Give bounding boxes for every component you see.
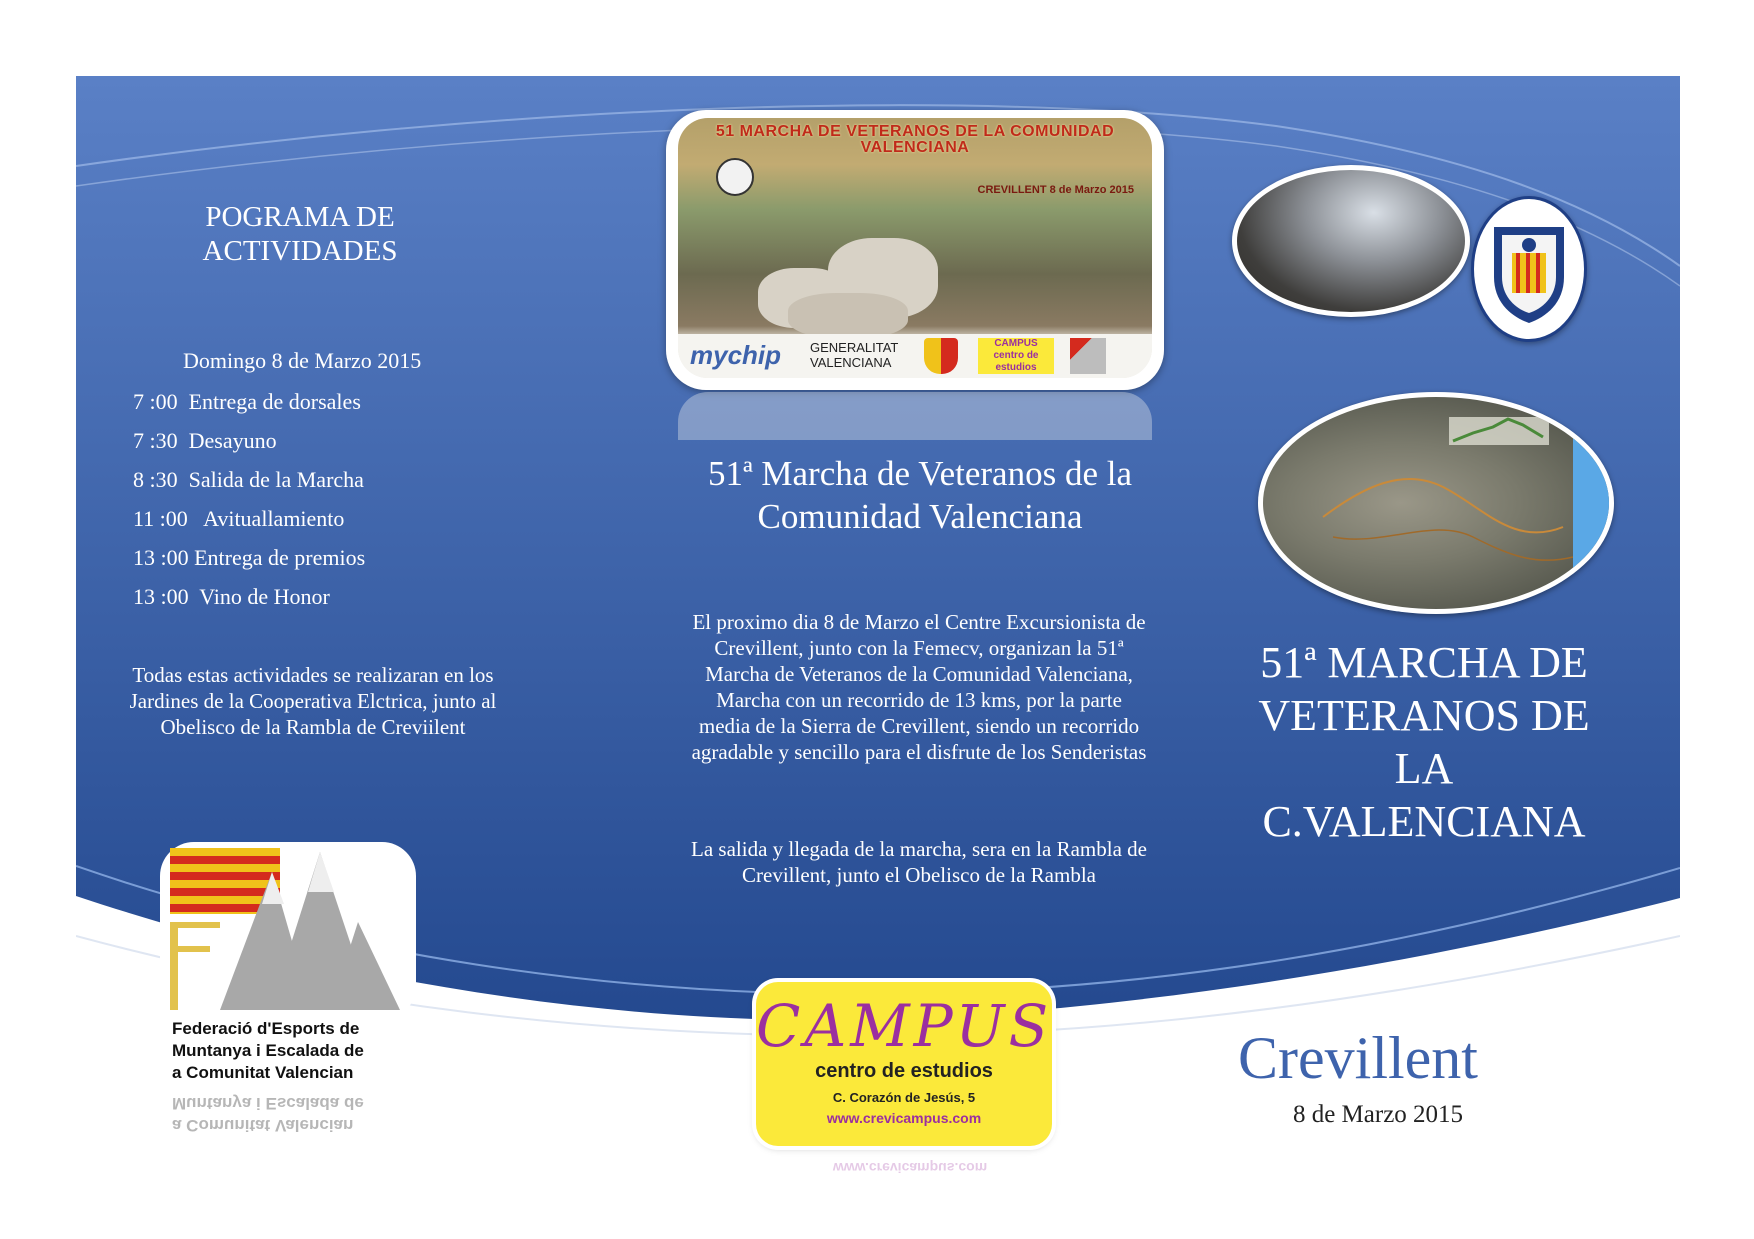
schedule-item: 8 :30 Salida de la Marcha xyxy=(133,467,364,492)
campus-address: C. Corazón de Jesús, 5 xyxy=(832,1090,976,1105)
generalitat-logo: GENERALITAT VALENCIANA xyxy=(810,340,899,370)
cover-title-line: 51ª MARCHA DE xyxy=(1260,638,1588,687)
sponsor-strip xyxy=(678,334,1152,378)
crevillent-crest-icon xyxy=(924,338,958,374)
poster-photo xyxy=(678,118,1152,378)
start-finish-paragraph: La salida y llegada de la marcha, sera en la Rambla de Crevillent, junto el Obelisco de la Rambla xyxy=(691,837,1147,887)
route-map-image xyxy=(1258,392,1614,614)
campus-reflection: www.crevicampus.com xyxy=(832,1160,988,1176)
poster-reflection xyxy=(666,392,1164,440)
cover-title xyxy=(1222,636,1626,848)
cover-title-line: C.VALENCIANA xyxy=(1262,797,1586,846)
program-date: Domingo 8 de Marzo 2015 xyxy=(183,348,422,373)
description-paragraph: El proximo dia 8 de Marzo el Centre Excursionista de Crevillent, junto con la Femecv, organizan la 51ª Marcha de Veteranos de la Comunidad Valenciana, Marcha con un recorrido de 13 kms, por la parte media de la Sierra de Crevillent, siendo un recorrido agradable y sencillo para el disfrute de los Senderistas xyxy=(691,610,1147,764)
event-poster xyxy=(666,110,1164,390)
campus-name: CAMPUS xyxy=(756,992,1053,1060)
femecv-line: Federació d'Esports de xyxy=(172,1019,360,1038)
schedule-item: 11 :00 Avituallamiento xyxy=(133,506,345,531)
schedule-item: 7 :00 Entrega de dorsales xyxy=(133,389,361,414)
club-crest-icon xyxy=(1471,196,1587,342)
poster-subtitle: CREVILLENT 8 de Marzo 2015 xyxy=(977,184,1134,196)
femecv-line: Muntanya i Escalada de xyxy=(172,1041,364,1060)
schedule-item: 13 :00 Entrega de premios xyxy=(133,545,366,570)
mychip-logo: mychip xyxy=(690,340,782,370)
middle-title: 51ª Marcha de Veteranos de la Comunidad Valenciana xyxy=(708,454,1132,536)
activities-location-note: Todas estas actividades se realizaran en los Jardines de la Cooperativa Elctrica, junto al Obelisco de la Rambla de Creviilent xyxy=(129,663,497,739)
femecv-reflection: a Comunitat Valencian Muntanya i Escalada de xyxy=(172,1094,364,1135)
femecv-line: a Comunitat Valencian xyxy=(172,1063,354,1082)
cover-title-line: VETERANOS DE xyxy=(1258,691,1590,740)
cover-title-line: LA xyxy=(1394,744,1454,793)
schedule-item: 13 :00 Vino de Honor xyxy=(133,584,330,609)
campus-subtitle: centro de estudios xyxy=(815,1060,993,1082)
campus-website: www.crevicampus.com xyxy=(826,1110,982,1126)
femecv-text xyxy=(172,1018,432,1084)
femecv-mini-logo xyxy=(1070,338,1106,374)
rock-cairn xyxy=(788,293,908,338)
city-name: Crevillent xyxy=(1238,1025,1478,1091)
club-crest-icon xyxy=(716,158,754,196)
mountain-photo xyxy=(1232,165,1470,317)
program-title: POGRAMA DE ACTIVIDADES xyxy=(202,201,398,267)
campus-mini-logo: CAMPUS centro de estudios xyxy=(978,338,1054,374)
event-date: 8 de Marzo 2015 xyxy=(1292,1101,1464,1128)
route-line xyxy=(1263,397,1609,609)
schedule-item: 7 :30 Desayuno xyxy=(133,428,277,453)
campus-sponsor-logo xyxy=(756,982,1052,1146)
poster-title: 51 MARCHA DE VETERANOS DE LA COMUNIDAD VALENCIANA xyxy=(715,123,1115,156)
